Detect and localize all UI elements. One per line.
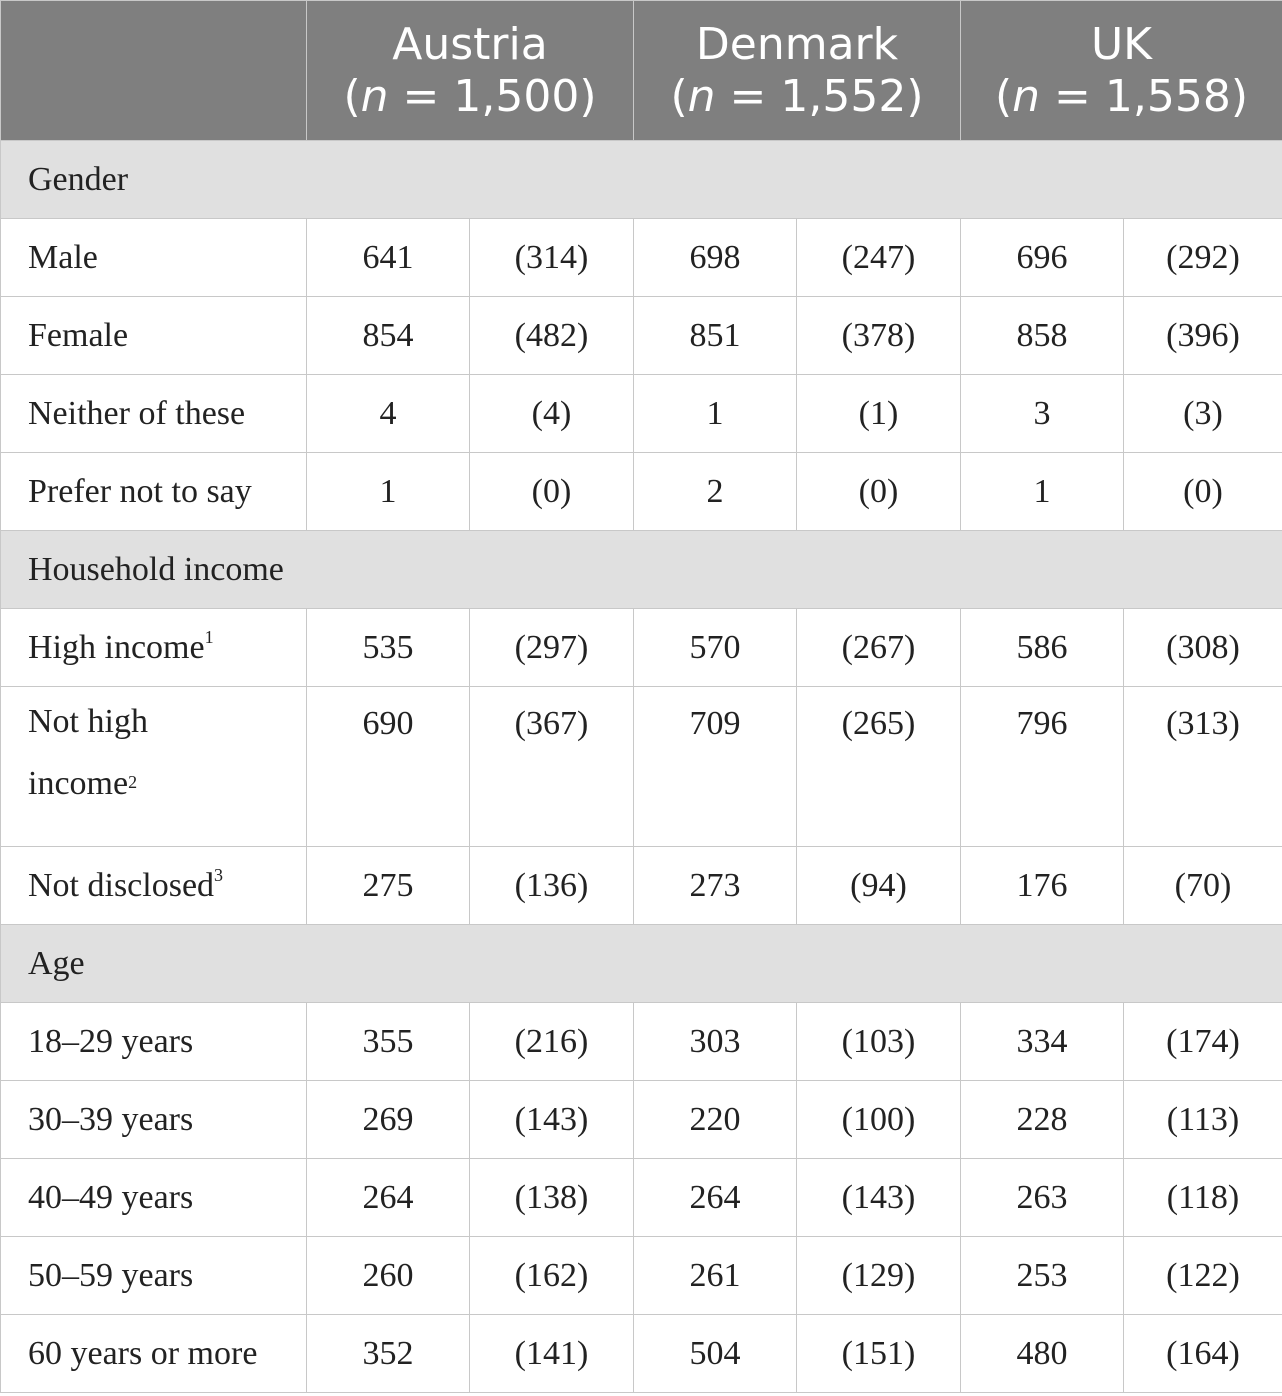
- row-label: [1, 1003, 307, 1081]
- table-row: [1, 1081, 1282, 1159]
- subcount-cell: (0): [797, 453, 961, 531]
- table-row: [1, 609, 1282, 687]
- subcount-cell: (162): [470, 1237, 634, 1315]
- subcount-cell: (4): [470, 375, 634, 453]
- row-label-text: Not disclosed: [28, 866, 215, 904]
- header-denmark: [634, 1, 961, 141]
- count-cell: 2: [634, 453, 797, 531]
- subcount-cell: (174): [1124, 1003, 1282, 1081]
- subcount-cell: (143): [797, 1159, 961, 1237]
- subcount-cell: (0): [1124, 453, 1282, 531]
- row-label: [1, 847, 307, 925]
- section-title: Gender: [1, 141, 1282, 219]
- count-cell: 586: [961, 609, 1124, 687]
- subcount-cell: (297): [470, 609, 634, 687]
- header-country: Denmark: [695, 18, 899, 70]
- section-header-row: [1, 531, 1282, 609]
- row-label-text: 30–39 years: [28, 1100, 194, 1138]
- table-row: [1, 687, 1282, 847]
- subcount-cell: (265): [797, 687, 961, 847]
- table-row: [1, 1003, 1282, 1081]
- row-label-text: 60 years or more: [28, 1334, 258, 1372]
- header-country: Austria: [392, 18, 548, 70]
- row-label-text: High income: [28, 628, 205, 666]
- table-row: [1, 1159, 1282, 1237]
- subcount-cell: (70): [1124, 847, 1282, 925]
- count-cell: 709: [634, 687, 797, 847]
- count-cell: 334: [961, 1003, 1124, 1081]
- count-cell: 641: [307, 219, 470, 297]
- subcount-cell: (378): [797, 297, 961, 375]
- subcount-cell: (482): [470, 297, 634, 375]
- row-label: [1, 297, 307, 375]
- subcount-cell: (113): [1124, 1081, 1282, 1159]
- subcount-cell: (141): [470, 1315, 634, 1393]
- row-label: [1, 609, 307, 687]
- subcount-cell: (143): [470, 1081, 634, 1159]
- table-header: [1, 1, 1282, 141]
- count-cell: 570: [634, 609, 797, 687]
- subcount-cell: (100): [797, 1081, 961, 1159]
- subcount-cell: (3): [1124, 375, 1282, 453]
- subcount-cell: (122): [1124, 1237, 1282, 1315]
- subcount-cell: (138): [470, 1159, 634, 1237]
- subcount-cell: (103): [797, 1003, 961, 1081]
- header-country: UK: [1090, 18, 1153, 70]
- table-row: [1, 1237, 1282, 1315]
- row-label: [1, 1159, 307, 1237]
- count-cell: 269: [307, 1081, 470, 1159]
- count-cell: 253: [961, 1237, 1124, 1315]
- subcount-cell: (367): [470, 687, 634, 847]
- row-label-text: Not high income: [28, 703, 148, 802]
- subcount-cell: (396): [1124, 297, 1282, 375]
- count-cell: 690: [307, 687, 470, 847]
- row-label-text: 50–59 years: [28, 1256, 194, 1294]
- table-row: [1, 219, 1282, 297]
- count-cell: 303: [634, 1003, 797, 1081]
- count-cell: 504: [634, 1315, 797, 1393]
- row-label: [1, 1315, 307, 1393]
- table-row: [1, 847, 1282, 925]
- header-sample-size: (n = 1,500): [343, 70, 597, 122]
- footnote-marker: 2: [128, 772, 138, 792]
- count-cell: 264: [634, 1159, 797, 1237]
- subcount-cell: (216): [470, 1003, 634, 1081]
- subcount-cell: (164): [1124, 1315, 1282, 1393]
- header-austria: [307, 1, 634, 141]
- subcount-cell: (151): [797, 1315, 961, 1393]
- subcount-cell: (314): [470, 219, 634, 297]
- row-label-text: Neither of these: [28, 394, 246, 432]
- count-cell: 263: [961, 1159, 1124, 1237]
- row-label-text: 40–49 years: [28, 1178, 194, 1216]
- count-cell: 796: [961, 687, 1124, 847]
- count-cell: 220: [634, 1081, 797, 1159]
- table-row: [1, 297, 1282, 375]
- subcount-cell: (94): [797, 847, 961, 925]
- section-title: Age: [1, 925, 1282, 1003]
- table-row: [1, 1315, 1282, 1393]
- subcount-cell: (267): [797, 609, 961, 687]
- count-cell: 698: [634, 219, 797, 297]
- count-cell: 4: [307, 375, 470, 453]
- header-empty-cell: [1, 1, 307, 141]
- subcount-cell: (118): [1124, 1159, 1282, 1237]
- header-sample-size: (n = 1,558): [994, 70, 1249, 122]
- subcount-cell: (313): [1124, 687, 1282, 847]
- table-row: [1, 375, 1282, 453]
- count-cell: 858: [961, 297, 1124, 375]
- subcount-cell: (0): [470, 453, 634, 531]
- count-cell: 352: [307, 1315, 470, 1393]
- count-cell: 260: [307, 1237, 470, 1315]
- row-label-text: Female: [28, 316, 129, 354]
- section-header-row: [1, 925, 1282, 1003]
- count-cell: 696: [961, 219, 1124, 297]
- count-cell: 355: [307, 1003, 470, 1081]
- count-cell: 1: [634, 375, 797, 453]
- count-cell: 1: [961, 453, 1124, 531]
- count-cell: 3: [961, 375, 1124, 453]
- row-label-text: 18–29 years: [28, 1022, 194, 1060]
- row-label: [1, 453, 307, 531]
- subcount-cell: (129): [797, 1237, 961, 1315]
- count-cell: 535: [307, 609, 470, 687]
- subcount-cell: (136): [470, 847, 634, 925]
- row-label: [1, 1237, 307, 1315]
- header-uk: [961, 1, 1282, 141]
- row-label-text: Male: [28, 238, 98, 276]
- count-cell: 176: [961, 847, 1124, 925]
- count-cell: 273: [634, 847, 797, 925]
- subcount-cell: (308): [1124, 609, 1282, 687]
- subcount-cell: (247): [797, 219, 961, 297]
- section-title: Household income: [1, 531, 1282, 609]
- count-cell: 854: [307, 297, 470, 375]
- footnote-marker: 3: [214, 864, 224, 885]
- row-label: [1, 1081, 307, 1159]
- subcount-cell: (292): [1124, 219, 1282, 297]
- header-sample-size: (n = 1,552): [670, 70, 924, 122]
- header-row: [1, 1, 1282, 141]
- count-cell: 1: [307, 453, 470, 531]
- row-label: [1, 219, 307, 297]
- table-row: [1, 453, 1282, 531]
- count-cell: 851: [634, 297, 797, 375]
- row-label: [1, 375, 307, 453]
- section-header-row: [1, 141, 1282, 219]
- row-label-text: Prefer not to say: [28, 472, 252, 510]
- subcount-cell: (1): [797, 375, 961, 453]
- footnote-marker: 1: [204, 626, 214, 647]
- count-cell: 228: [961, 1081, 1124, 1159]
- count-cell: 261: [634, 1237, 797, 1315]
- count-cell: 480: [961, 1315, 1124, 1393]
- table-body: [1, 141, 1282, 1393]
- row-label: [1, 687, 307, 847]
- count-cell: 275: [307, 847, 470, 925]
- count-cell: 264: [307, 1159, 470, 1237]
